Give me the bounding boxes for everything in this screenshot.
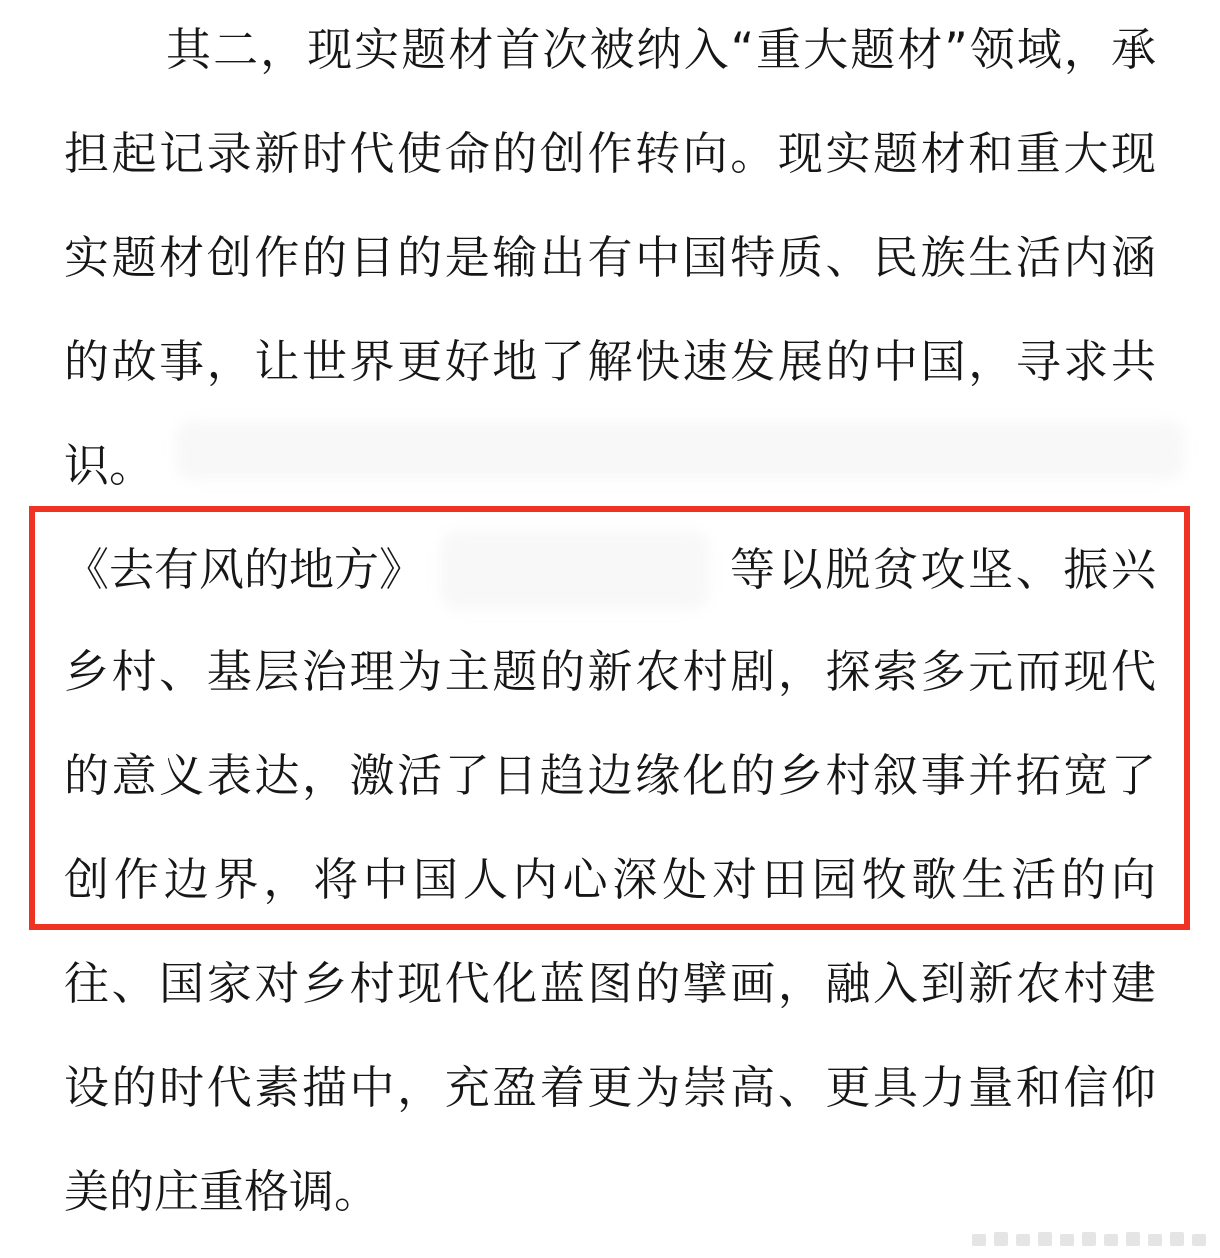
blurred-region	[440, 530, 710, 610]
drama-title-reference: 《去有风的地方》	[64, 543, 425, 596]
paragraph1-line-3: 实题材创作的目的是输出有中国特质、民族生活内涵	[64, 231, 1156, 284]
paragraph2-line-5: 往、国家对乡村现代化蓝图的擘画，融入到新农村建	[64, 957, 1156, 1010]
paragraph2-line-3: 的意义表达，激活了日趋边缘化的乡村叙事并拓宽了	[64, 749, 1156, 802]
paragraph1-line-4: 的故事，让世界更好地了解快速发展的中国，寻求共	[64, 335, 1156, 388]
paragraph1-line-2: 担起记录新时代使命的创作转向。现实题材和重大现	[64, 127, 1156, 180]
watermark-graphic	[972, 1226, 1212, 1252]
blurred-region	[175, 420, 1185, 480]
paragraph2-line-7: 美的庄重格调。	[64, 1165, 380, 1218]
paragraph2-line-4: 创作边界，将中国人内心深处对田园牧歌生活的向	[64, 853, 1156, 906]
paragraph2-line-6: 设的时代素描中，充盈着更为崇高、更具力量和信仰	[64, 1061, 1156, 1114]
paragraph2-line-1-tail: 等以脱贫攻坚、振兴	[730, 543, 1156, 596]
paragraph1-line-1: 其二，现实题材首次被纳入“重大题材”领域，承	[166, 23, 1156, 76]
paragraph2-line-2: 乡村、基层治理为主题的新农村剧，探索多元而现代	[64, 645, 1156, 698]
paragraph1-line-5: 识。	[64, 439, 155, 492]
